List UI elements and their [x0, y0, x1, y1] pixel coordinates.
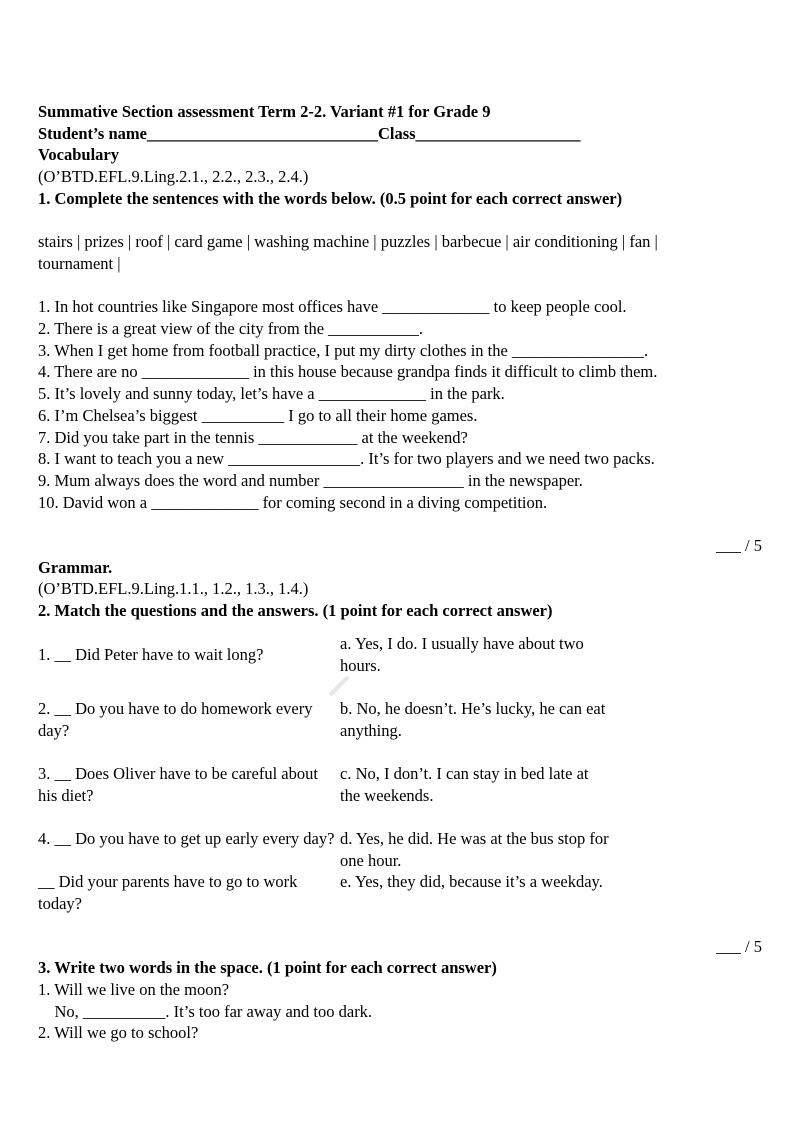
sentence: 6. I’m Chelsea’s biggest __________ I go to all their home games.: [38, 405, 478, 425]
match-row: [38, 871, 768, 914]
match-row: [38, 698, 768, 763]
page-title: Summative Section assessment Term 2-2. Variant #1 for Grade 9: [38, 102, 491, 121]
vocabulary-task: 1. Complete the sentences with the words below. (0.5 point for each correct answer): [38, 188, 623, 208]
section3-line: 2. Will we go to school?: [38, 1023, 199, 1043]
sentence: 5. It’s lovely and sunny today, let’s have a _____________ in the park.: [38, 384, 505, 404]
match-row: [38, 828, 768, 871]
match-table: [38, 633, 768, 914]
grammar-score: ___ / 5: [716, 936, 762, 956]
match-answer: e. Yes, they did, because it’s a weekday.: [340, 871, 603, 891]
sentence: 9. Mum always does the word and number _________________ in the newspaper.: [38, 470, 583, 490]
word-bank-line-1: stairs | prizes | roof | card game | washing machine | puzzles | barbecue | air conditioning | fan |: [38, 232, 658, 252]
section3-line: No, __________. It’s too far away and too dark.: [38, 1001, 373, 1021]
vocabulary-code: (O’BTD.EFL.9.Ling.2.1., 2.2., 2.3., 2.4.): [38, 167, 309, 187]
match-question: __ Did your parents have to go to work today?: [38, 871, 298, 913]
match-answer: c. No, I don’t. I can stay in bed late at the weekends.: [340, 763, 589, 805]
sentence: 3. When I get home from football practice, I put my dirty clothes in the ________________.: [38, 340, 649, 360]
match-answer: b. No, he doesn’t. He’s lucky, he can eat anything.: [340, 698, 606, 740]
sentence: 10. David won a _____________ for coming second in a diving competition.: [38, 492, 548, 512]
section3-line: 1. Will we live on the moon?: [38, 979, 230, 999]
vocabulary-heading: Vocabulary: [38, 145, 119, 165]
match-question: 4. __ Do you have to get up early every day?: [38, 828, 335, 848]
sentence: 8. I want to teach you a new ________________. It’s for two players and we need two packs.: [38, 449, 655, 469]
section3-task: 3. Write two words in the space. (1 point for each correct answer): [38, 958, 497, 978]
vocabulary-sentences: [38, 296, 768, 513]
match-answer: d. Yes, he did. He was at the bus stop for one hour.: [340, 828, 609, 870]
match-row: [38, 763, 768, 828]
match-row: [38, 633, 768, 698]
match-answer: a. Yes, I do. I usually have about two hours.: [340, 633, 584, 675]
match-question: 3. __ Does Oliver have to be careful about his diet?: [38, 763, 318, 805]
match-question: 1. __ Did Peter have to wait long?: [38, 644, 264, 664]
grammar-code: (O’BTD.EFL.9.Ling.1.1., 1.2., 1.3., 1.4.): [38, 579, 309, 599]
sentence: 2. There is a great view of the city from the ___________.: [38, 319, 424, 338]
match-question: 2. __ Do you have to do homework every day?: [38, 698, 313, 740]
sentence: 1. In hot countries like Singapore most offices have _____________ to keep people cool.: [38, 297, 627, 317]
grammar-task: 2. Match the questions and the answers. (1 point for each correct answer): [38, 601, 553, 621]
worksheet-page: [38, 101, 768, 1044]
grammar-heading: Grammar.: [38, 557, 113, 577]
vocabulary-score: ___ / 5: [716, 536, 762, 556]
student-name-line: Student’s name____________________________Class____________________: [38, 123, 581, 143]
sentence: 4. There are no _____________ in this house because grandpa finds it difficult to climb them.: [38, 362, 658, 382]
word-bank-line-2: tournament |: [38, 253, 121, 273]
sentence: 7. Did you take part in the tennis ____________ at the weekend?: [38, 427, 468, 447]
